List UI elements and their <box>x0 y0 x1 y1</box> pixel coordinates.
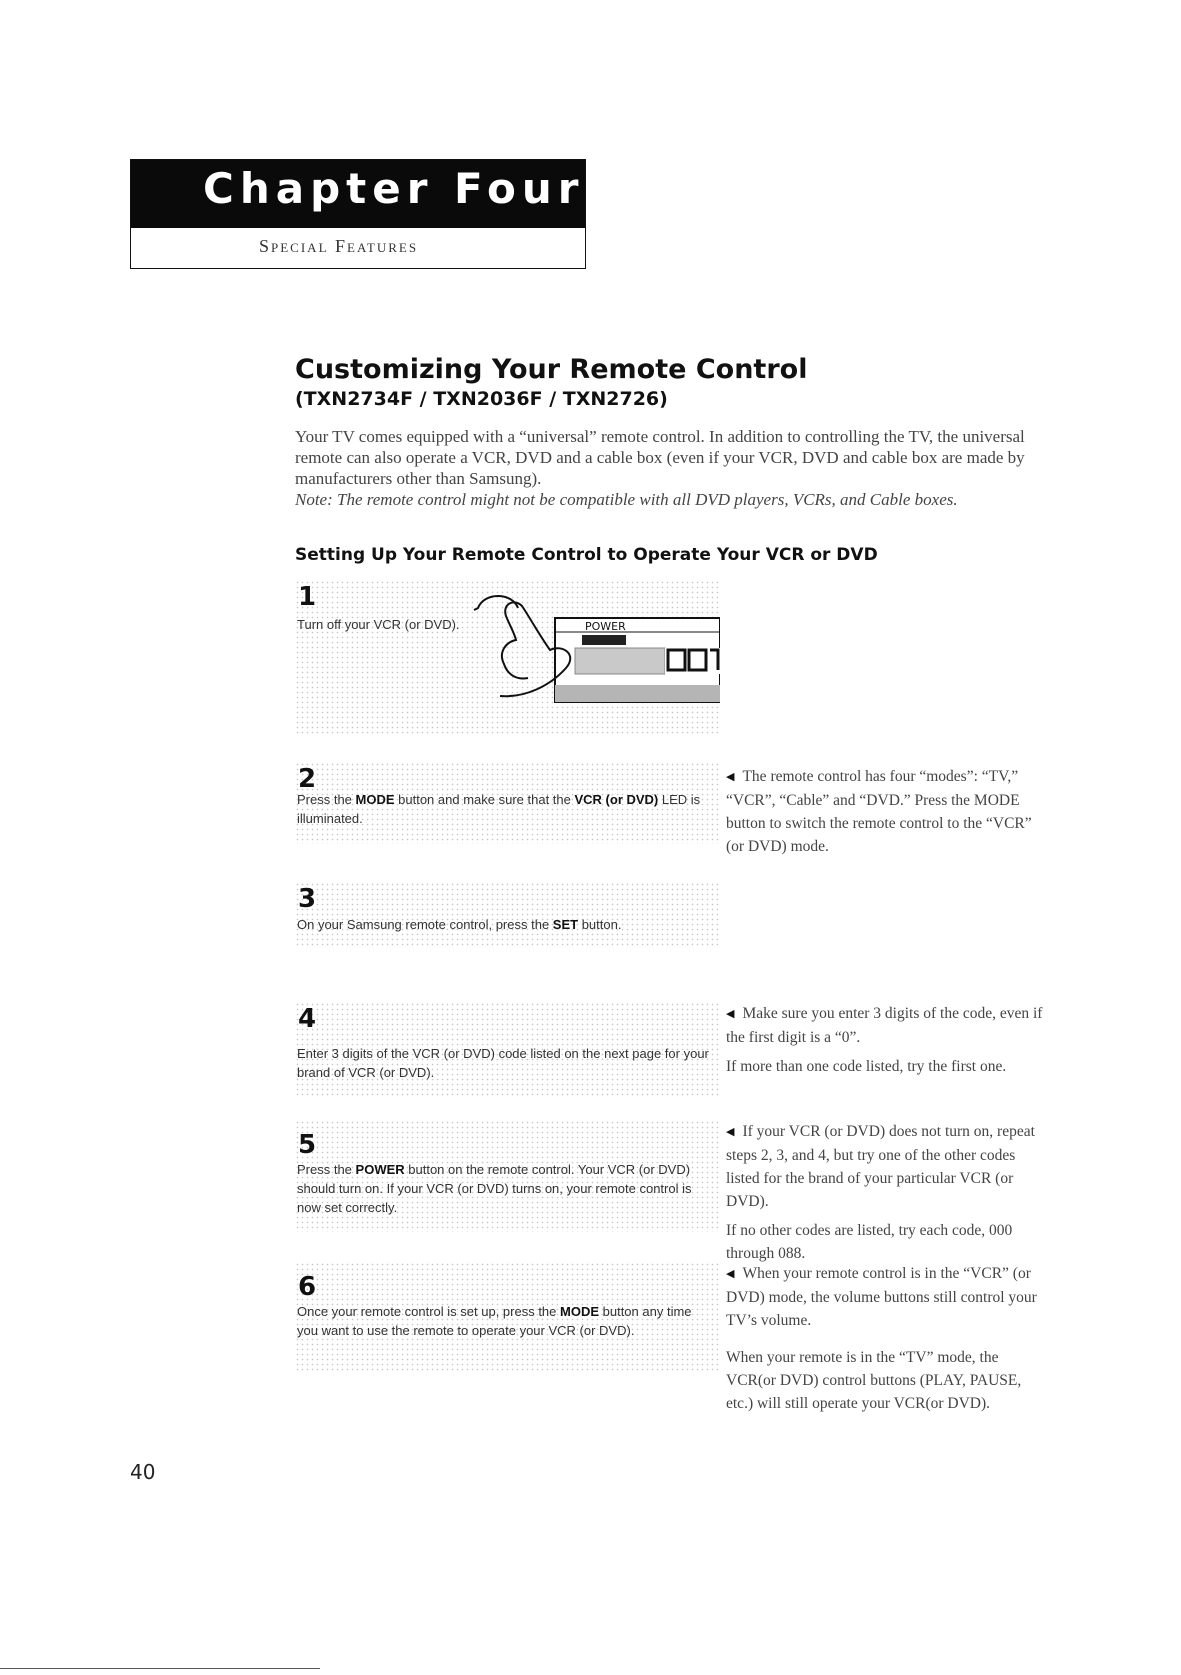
power-button-illustration <box>470 588 720 728</box>
left-pointer-arrow-icon: ◀ <box>726 771 735 783</box>
chapter-header <box>130 159 586 269</box>
compatibility-note: Note: The remote control might not be compatible with all DVD players, VCRs, and Cable boxes. <box>295 490 958 509</box>
step-number: 1 <box>298 582 317 612</box>
page-number: 40 <box>130 1460 156 1484</box>
step-text: Enter 3 digits of the VCR (or DVD) code listed on the next page for your brand of VCR (or DVD). <box>297 1046 709 1080</box>
side-note-troubleshoot: ◀ If your VCR (or DVD) does not turn on, repeat steps 2, 3, and 4, but try one of the other codes listed for the brand of your particular VCR (or DVD). If no other codes are listed, try each code, 000 through 088. <box>726 1123 1035 1262</box>
step-3-box <box>295 882 720 947</box>
step-1-box <box>295 580 720 735</box>
left-pointer-arrow-icon: ◀ <box>726 1008 735 1020</box>
step-number: 6 <box>298 1272 317 1302</box>
section-title: Customizing Your Remote Control <box>295 354 808 385</box>
step-5-box <box>295 1120 720 1232</box>
side-note-volume: ◀ When your remote control is in the “VCR” (or DVD) mode, the volume buttons still control your TV’s volume. When your remote is in the “TV” mode, the VCR(or DVD) control buttons (PLAY, PAUSE, etc.) will still operate your VCR(or DVD). <box>726 1265 1037 1412</box>
bottom-rule <box>0 1668 320 1669</box>
intro-text <box>295 426 1055 510</box>
step-number: 2 <box>298 764 317 794</box>
step-text: Press the POWER button on the remote control. Your VCR (or DVD) should turn on. If your VCR (or DVD) turns on, your remote control is now set correctly. <box>297 1162 692 1215</box>
step-number: 4 <box>298 1004 317 1034</box>
setup-heading: Setting Up Your Remote Control to Operate Your VCR or DVD <box>295 545 878 565</box>
chapter-title: Chapter Four <box>203 164 585 213</box>
side-note-digits: ◀ Make sure you enter 3 digits of the code, even if the first digit is a “0”. If more than one code listed, try the first one. <box>726 1005 1043 1075</box>
model-numbers: (TXN2734F / TXN2036F / TXN2726) <box>295 388 668 410</box>
chapter-title-bar <box>131 160 585 228</box>
side-note-modes: ◀ The remote control has four “modes”: “TV,” “VCR”, “Cable” and “DVD.” Press the MODE button to switch the remote control to the “VCR” (or DVD) mode. <box>726 768 1032 855</box>
step-number: 3 <box>298 884 317 914</box>
left-pointer-arrow-icon: ◀ <box>726 1268 735 1280</box>
step-text: Press the MODE button and make sure that the VCR (or DVD) LED is illuminated. <box>297 792 701 826</box>
step-text: On your Samsung remote control, press the SET button. <box>297 917 622 932</box>
chapter-subtitle: Special Features <box>259 236 419 256</box>
step-number: 5 <box>298 1130 317 1160</box>
power-label: POWER <box>585 620 626 633</box>
left-pointer-arrow-icon: ◀ <box>726 1126 735 1138</box>
step-text: Turn off your VCR (or DVD). <box>297 617 460 632</box>
step-2-box <box>295 762 720 844</box>
step-6-box <box>295 1262 720 1372</box>
step-4-box <box>295 1002 720 1097</box>
step-text: Once your remote control is set up, press the MODE button any time you want to use the remote to operate your VCR (or DVD). <box>297 1304 692 1338</box>
intro-paragraph: Your TV comes equipped with a “universal” remote control. In addition to controlling the TV, the universal remote can also operate a VCR, DVD and a cable box (even if your VCR, DVD and cable box are made by manufacturers other than Samsung). <box>295 427 1025 488</box>
